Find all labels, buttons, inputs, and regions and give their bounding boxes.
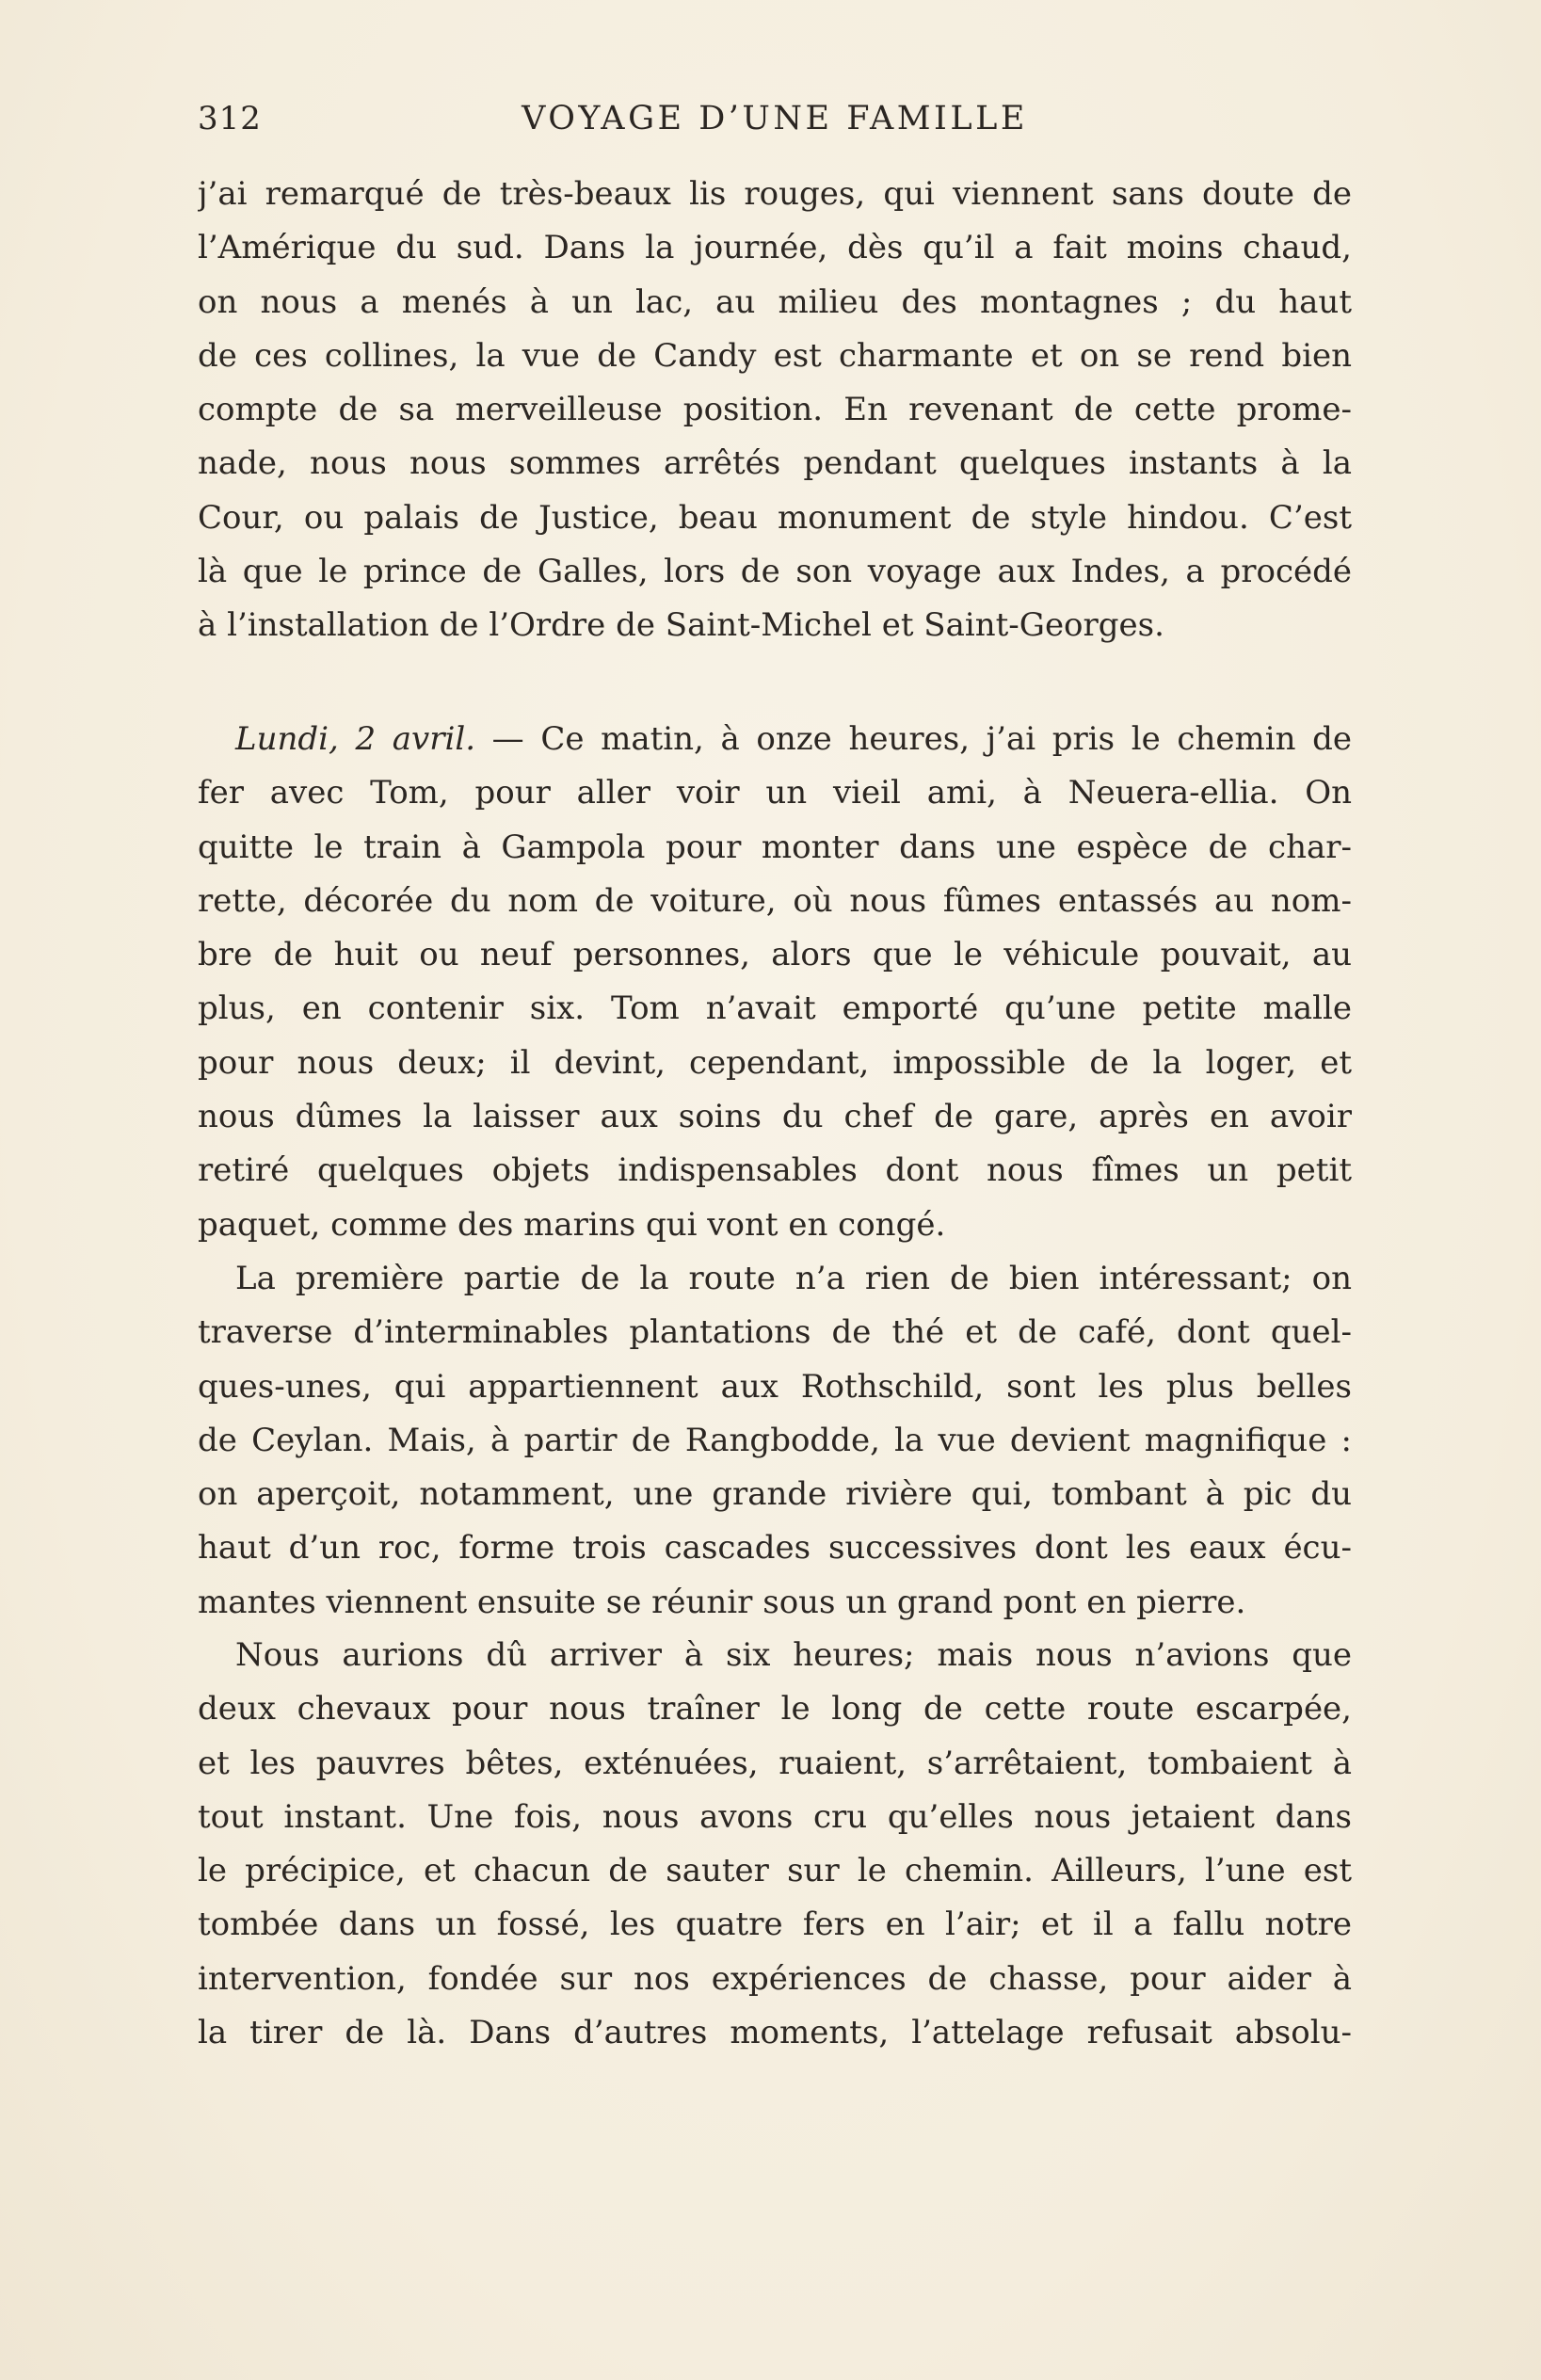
page-number: 312 bbox=[198, 100, 262, 137]
text-line: nade, nous nous sommes arrêtés pendant quelques instants à la bbox=[198, 444, 1352, 483]
text-line: traverse d’interminables plantations de thé et de café, dont quel- bbox=[198, 1313, 1352, 1352]
text-line: plus, en contenir six. Tom n’avait emporté qu’une petite malle bbox=[198, 989, 1352, 1028]
text-line: Cour, ou palais de Justice, beau monument de style hindou. C’est bbox=[198, 498, 1352, 537]
text-line: Nous aurions dû arriver à six heures; mais nous n’avions que bbox=[235, 1636, 1352, 1674]
text-line: compte de sa merveilleuse position. En revenant de cette prome- bbox=[198, 391, 1352, 429]
text-line: pour nous deux; il devint, cependant, impossible de la loger, et bbox=[198, 1043, 1352, 1082]
page-header bbox=[198, 94, 1352, 151]
text-line: le précipice, et chacun de sauter sur le chemin. Ailleurs, l’une est bbox=[198, 1852, 1352, 1890]
text-line: rette, décorée du nom de voiture, où nous fûmes entassés au nom- bbox=[198, 881, 1352, 920]
text-line: nous dûmes la laisser aux soins du chef de gare, après en avoir bbox=[198, 1098, 1352, 1136]
paragraph-3 bbox=[198, 1252, 1352, 1630]
entry-date: Lundi, 2 avril. bbox=[235, 720, 476, 758]
text-line: tout instant. Une fois, nous avons cru qu’elles nous jetaient dans bbox=[198, 1797, 1352, 1836]
text-line: l’Amérique du sud. Dans la journée, dès qu’il a fait moins chaud, bbox=[198, 229, 1352, 267]
text-line: quitte le train à Gampola pour monter dans une espèce de char- bbox=[198, 828, 1352, 866]
text-line: de ces collines, la vue de Candy est charmante et on se rend bien bbox=[198, 336, 1352, 375]
text-line: intervention, fondée sur nos expériences de chasse, pour aider à bbox=[198, 1959, 1352, 1998]
text-line: j’ai remarqué de très-beaux lis rouges, qui viennent sans doute de bbox=[198, 175, 1352, 213]
text-line: paquet, comme des marins qui vont en congé. bbox=[198, 1205, 946, 1244]
text-line: là que le prince de Galles, lors de son voyage aux Indes, a procédé bbox=[198, 553, 1352, 591]
paragraph-4 bbox=[198, 1629, 1352, 2060]
text-line bbox=[198, 713, 1352, 766]
paragraph-2 bbox=[198, 713, 1352, 1252]
text-line: de Ceylan. Mais, à partir de Rangbodde, la vue devient magnifique : bbox=[198, 1421, 1352, 1459]
text-line: on aperçoit, notamment, une grande rivière qui, tombant à pic du bbox=[198, 1475, 1352, 1514]
running-title: VOYAGE D’UNE FAMILLE bbox=[522, 100, 1028, 137]
text-line: ques-unes, qui appartiennent aux Rothschild, sont les plus belles bbox=[198, 1367, 1352, 1406]
text-line: tombée dans un fossé, les quatre fers en l’air; et il a fallu notre bbox=[198, 1906, 1352, 1944]
text-line: haut d’un roc, forme trois cascades successives dont les eaux écu- bbox=[198, 1529, 1352, 1568]
text-line: bre de huit ou neuf personnes, alors que le véhicule pouvait, au bbox=[198, 936, 1352, 974]
text-line: mantes viennent ensuite se réunir sous un grand pont en pierre. bbox=[198, 1583, 1246, 1621]
text-line: à l’installation de l’Ordre de Saint-Michel et Saint-Georges. bbox=[198, 606, 1164, 645]
text-line: fer avec Tom, pour aller voir un vieil ami, à Neuera-ellia. On bbox=[198, 774, 1352, 812]
text-line: La première partie de la route n’a rien de bien intéressant; on bbox=[235, 1260, 1352, 1297]
text-line: la tirer de là. Dans d’autres moments, l’attelage refusait absolu- bbox=[198, 2014, 1352, 2052]
text-line: retiré quelques objets indispensables dont nous fîmes un petit bbox=[198, 1151, 1352, 1190]
text-line: et les pauvres bêtes, exténuées, ruaient, s’arrêtaient, tombaient à bbox=[198, 1744, 1352, 1782]
text-fragment: — Ce matin, à onze heures, j’ai pris le chemin de bbox=[475, 720, 1352, 758]
paragraph-1 bbox=[198, 168, 1352, 653]
text-line: deux chevaux pour nous traîner le long de cette route escarpée, bbox=[198, 1690, 1352, 1729]
text-line: on nous a menés à un lac, au milieu des montagnes ; du haut bbox=[198, 282, 1352, 321]
